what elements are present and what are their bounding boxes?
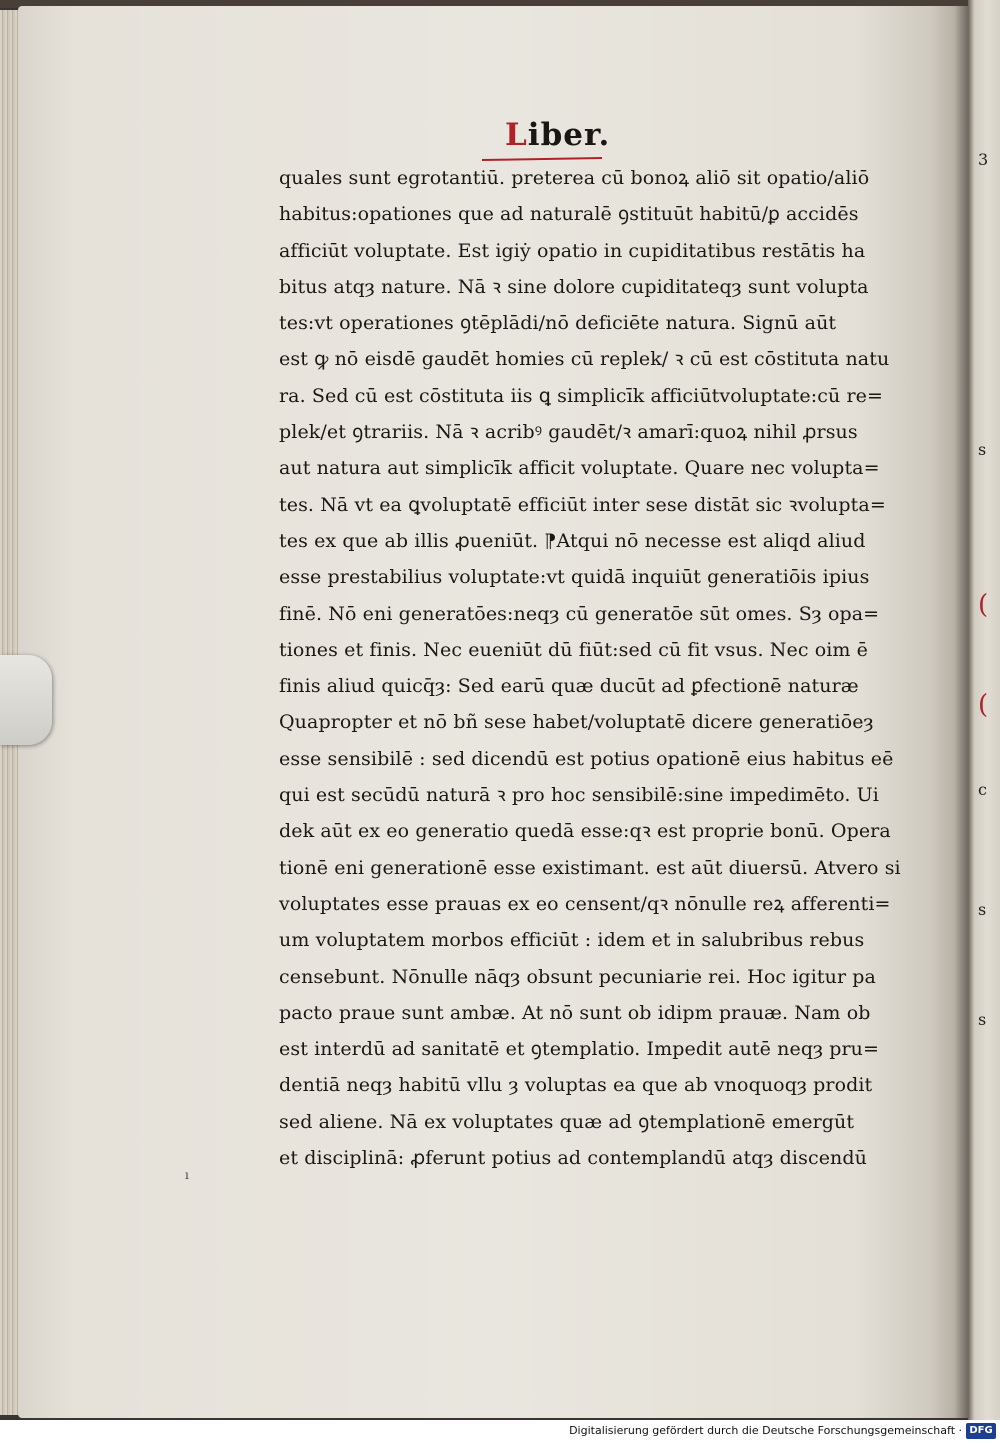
text-line: um voluptatem morbos efficiūt : idem et in salubribus rebus [279, 929, 865, 952]
gutter-shadow [954, 6, 968, 1418]
text-line: habitus:opationes que ad naturalē ꝯstituūt habitū/ꝑ accidēs [279, 203, 859, 226]
footer-credit: Digitalisierung gefördert durch die Deutsche Forschungsgemeinschaft · [569, 1424, 962, 1437]
text-line: bitus atqȝ nature. Nā ꝛ sine dolore cupiditateqȝ sunt volupta [279, 275, 869, 298]
text-line: sed aliene. Nā ex voluptates quæ ad ꝯtemplationē emergūt [279, 1110, 855, 1133]
text-line: pacto praue sunt ambæ. At nō sunt ob idipm prauæ. Nam ob [279, 1001, 871, 1024]
text-block [279, 160, 899, 1176]
page-clamp [0, 655, 52, 745]
digitization-footer [0, 1420, 1000, 1444]
facing-page-marks: 3 s ( ( c s s [978, 150, 989, 1029]
header-word: iber. [527, 117, 611, 153]
text-line: finē. Nō eni generatōes:neqȝ cū generatōe sūt omes. Sȝ opa= [279, 602, 880, 625]
text-line: plek/et ꝯtrariis. Nā ꝛ acribꝰ gaudēt/ꝛ amarī:quoꝝ nihil ꝓrsus [279, 421, 858, 444]
text-line: tes. Nā vt ea ꝗvoluptatē efficiūt inter sese distāt sic ꝛvolupta= [279, 493, 886, 516]
text-line: Quapropter et nō bñ sese habet/voluptatē dicere generatiōeȝ [279, 711, 874, 734]
text-line: tes:vt operationes ꝯtēplādi/nō deficiēte natura. Signū aūt [279, 312, 837, 335]
text-line: dek aūt ex eo generatio quedā esse:qꝛ est proprie bonū. Opera [279, 820, 891, 843]
text-line: et disciplinā: ꝓferunt potius ad contemplandū atqȝ discendū [279, 1147, 867, 1170]
text-line: ra. Sed cū est cōstituta iis ꝗ simplicīk afficiūtvoluptate:cū re= [279, 384, 884, 407]
header-initial: L [505, 117, 528, 153]
text-line: dentiā neqȝ habitū vllu ȝ voluptas ea que ab vnoquoqȝ prodit [279, 1074, 873, 1097]
dfg-logo: DFG [966, 1423, 996, 1439]
text-line: est ꝙ nō eisdē gaudēt homies cū replek/ ꝛ cū est cōstituta natu [279, 348, 890, 371]
margin-mark: ı [185, 1168, 189, 1182]
running-header [505, 117, 610, 153]
text-line: quales sunt egrotantiū. preterea cū bonoꝝ aliō sit opatio/aliō [279, 167, 870, 189]
text-line: est interdū ad sanitatē et ꝯtemplatio. Impedit autē neqȝ pru= [279, 1038, 880, 1061]
text-line: qui est secūdū naturā ꝛ pro hoc sensibilē:sine impedimēto. Ui [279, 784, 879, 807]
text-line: afficiūt voluptate. Est igiẏ opatio in cupiditatibus restātis ha [279, 239, 866, 262]
text-line: voluptates esse prauas ex eo censent/qꝛ nōnulle reꝝ afferenti= [279, 892, 891, 915]
text-line: censebunt. Nōnulle nāqȝ obsunt pecuniarie rei. Hoc igitur pa [279, 965, 876, 988]
text-line: esse sensibilē : sed dicendū est potius opationē eius habitus eē [279, 747, 894, 770]
text-line: tes ex que ab illis ꝓueniūt. ⁋Atqui nō necesse est aliqd aliud [279, 529, 866, 552]
text-line: aut natura aut simplicīk afficit voluptate. Quare nec volupta= [279, 457, 880, 480]
text-line: tiones et finis. Nec eueniūt dū fiūt:sed cū fit vsus. Nec oim ē [279, 638, 869, 661]
text-line: esse prestabilius voluptate:vt quidā inquiūt generatiōis ipius [279, 566, 870, 589]
facing-page-edge [968, 0, 1000, 1420]
text-line: tionē eni generationē esse existimant. est aūt diuersū. Atvero si [279, 856, 901, 879]
text-line: finis aliud quicq̄ȝ: Sed earū quæ ducūt ad ꝑfectionē naturæ [279, 675, 859, 698]
